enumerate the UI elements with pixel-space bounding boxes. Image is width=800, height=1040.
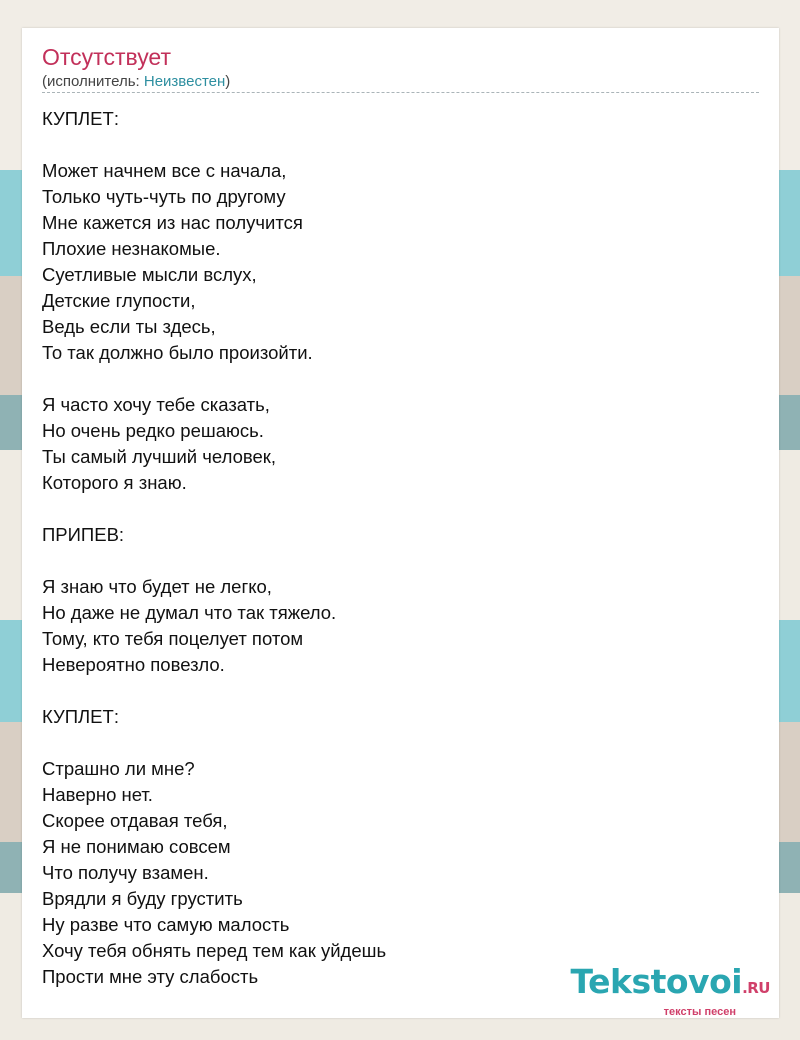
logo-tagline: тексты песен [663,1006,736,1018]
artist-line [42,73,230,90]
artist-suffix: ) [225,73,231,90]
song-title: Отсутствует [42,44,171,70]
title-divider [42,92,759,93]
logo-main-text: Tekstovoi [570,962,743,1001]
artist-link[interactable]: Неизвестен [143,73,226,90]
artist-prefix: (исполнитель: [42,73,144,90]
logo-wordmark [571,964,770,1006]
logo-tld: .RU [742,979,770,997]
lyrics-text: КУПЛЕТ: Может начнем все с начала, Только чуть-чуть по другому Мне кажется из нас получится Плохие незнакомые. Суетливые мысли вслух, Детские глупости, Ведь если ты здесь, То так должно было произойти. Я часто хочу тебе сказать, Но очень редко решаюсь. Ты самый лучший человек, Которого я знаю. ПРИПЕВ: Я знаю что будет не легко, Но даже не думал что так тяжело. Тому, кто тебя поцелует потом Невероятно повезло. КУПЛЕТ: Страшно ли мне? Наверно нет. Скорее отдавая тебя, Я не понимаю совсем Что получу взамен. Врядли я буду грустить Ну разве что самую малость Хочу тебя обнять перед тем как уйдешь Прости мне эту слабость [42,108,387,987]
lyrics-card [22,28,779,1018]
site-logo[interactable] [571,964,770,1018]
